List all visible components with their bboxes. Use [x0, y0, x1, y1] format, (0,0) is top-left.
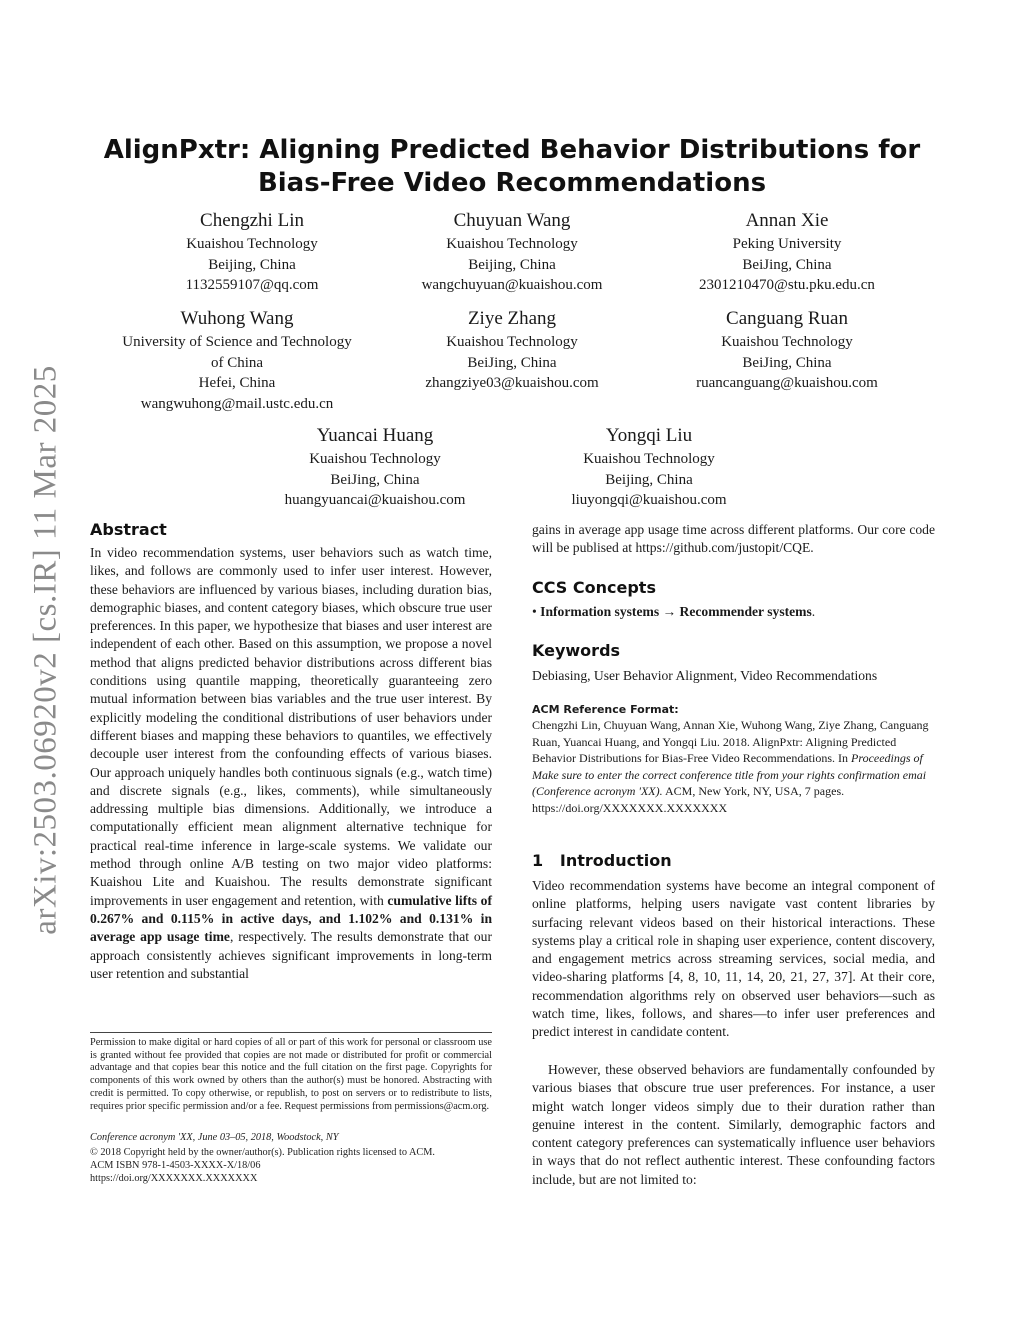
author-affiliation: Kuaishou Technology [309, 451, 441, 467]
author-email[interactable]: wangwuhong@mail.ustc.edu.cn [140, 395, 334, 412]
author-affiliation: Kuaishou Technology [446, 236, 578, 252]
footnote-rule [90, 1032, 492, 1033]
author-name: Wuhong Wang [180, 308, 294, 329]
author-affiliation: of China [210, 354, 264, 371]
author-block [652, 307, 922, 394]
author-block [382, 209, 642, 296]
ccs-item-left: Information systems [540, 604, 660, 619]
author-affiliation: Kuaishou Technology [583, 451, 715, 467]
title-line-2: Bias-Free Video Recommendations [257, 168, 767, 198]
keywords-heading: Keywords [532, 641, 621, 660]
author-affiliation: Kuaishou Technology [446, 334, 578, 350]
paper-title [100, 134, 924, 200]
author-name: Annan Xie [745, 210, 829, 231]
author-block [382, 307, 642, 394]
abstract-text: In video recommendation systems, user behaviors such as watch time, likes, and follows are commonly used to infer user interest. However, these behaviors are influenced by various biases, including duration bias, demographic biases, and content category biases, which obscure true user preferences. In this paper, we hypothesize that biases and user interest are independent of each other. Based on this assumption, we propose a novel method that aligns predicted behavior distributions across different bias conditions using quantile mapping, theoretically guaranteeing zero mutual information between bias variables and the true user interest. By explicitly modeling the conditional distributions of user behaviors under different biases and mapping these behaviors to quantiles, we effectively decouple user interest from the confounding effects of various biases. Our approach uniquely handles both continuous signals (e.g., watch time) and discrete signals (e.g., likes, comments), while simultaneously addressing multiple bias dimensions. Additionally, we introduce a computationally efficient mean alignment alternative technique for practical real-time inference in large-scale systems. We validate our method through online A/B testing on two major video platforms: Kuaishou Lite and Kuaishou. The results demonstrate significant improvements in user engagement and retention, with [90, 545, 492, 908]
author-affiliation: Kuaishou Technology [721, 334, 853, 350]
ccs-concepts [532, 603, 935, 621]
abstract-continuation: gains in average app usage time across different platforms. Our core code will be publised at https://github.com/justopit/CQE. [532, 522, 935, 556]
author-location: BeiJing, China [330, 471, 420, 488]
author-location: BeiJing, China [467, 354, 557, 371]
ccs-arrow: → [662, 604, 677, 619]
introduction-number: 1 [532, 851, 544, 870]
acm-reference-heading: ACM Reference Format: [532, 703, 679, 716]
ccs-bullet: • [532, 604, 537, 619]
ccs-heading: CCS Concepts [532, 578, 656, 597]
author-name: Chengzhi Lin [200, 210, 304, 231]
author-affiliation: University of Science and Technology [122, 334, 352, 350]
arxiv-identifier-text: arXiv:2503.06920v2 [cs.IR] 11 Mar 2025 [27, 365, 64, 935]
acm-reference-publisher: ACM, New York, NY, USA, 7 pages. https://doi.org/XXXXXXX.XXXXXXX [532, 784, 845, 815]
introduction-heading [532, 851, 672, 870]
author-location: Beijing, China [605, 471, 693, 488]
doi-link[interactable]: https://doi.org/XXXXXXX.XXXXXXX [90, 1173, 258, 1184]
abstract-results-bold: cumulative lifts of 0.267% and 0.115% in active days, and 1.102% and 0.131% in average app usage time [90, 892, 492, 945]
author-email[interactable]: ruancanguang@kuaishou.com [696, 375, 878, 391]
keywords-text: Debiasing, User Behavior Alignment, Video Recommendations [532, 668, 878, 683]
author-block [112, 209, 392, 296]
author-location: BeiJing, China [742, 354, 832, 371]
author-email[interactable]: wangchuyuan@kuaishou.com [421, 277, 603, 293]
introduction-paragraph-2 [532, 1061, 935, 1189]
abstract-heading: Abstract [90, 520, 167, 539]
author-name: Canguang Ruan [726, 308, 848, 329]
author-name: Chuyuan Wang [453, 210, 571, 231]
conference-text: Conference acronym 'XX, June 03–05, 2018, Woodstock, NY [90, 1132, 339, 1143]
introduction-paragraph-1: Video recommendation systems have become an integral component of online platforms, helping users navigate vast content libraries by surfacing relevant videos based on their historical interactions. These systems play a critical role in shaping user experience, content discovery, and engagement metrics across streaming services, social media, and video-sharing platforms [4, 8, 10, 11, 14, 20, 21, 27, 37]. At their core, recommendation algorithms rely on observed user behaviors—such as watch time, likes, follows, and shares—to infer user preferences and predict interest in candidate content. [532, 878, 935, 1040]
author-location: Beijing, China [468, 256, 556, 273]
abstract-body [90, 544, 492, 983]
abstract-text-end: , respectively. The results demonstrate that our approach consistently achieves significant improvements in long-term user retention and substantial [90, 929, 493, 981]
conference-info [90, 1132, 492, 1145]
title-line-1: AlignPxtr: Aligning Predicted Behavior Distributions for [103, 135, 921, 165]
acm-reference-proceedings: Proceedings of Make sure to enter the correct conference title from your rights confirmation emai (Conference acronym 'XX). [532, 751, 927, 798]
author-email[interactable]: 1132559107@qq.com [185, 277, 319, 293]
author-affiliation: Peking University [732, 236, 842, 252]
author-email[interactable]: huangyuancai@kuaishou.com [284, 492, 466, 508]
introduction-paragraph-2-text: However, these observed behaviors are fundamentally confounded by various biases that obscure true user preferences. For instance, a user might watch longer videos simply due to their duration rather than genuine interest in the content. Similarly, demographic factors and content category preferences can systematically influence user behaviors in ways that do not reflect authentic interest. These confounding factors include, but are not limited to: [532, 1062, 935, 1187]
author-location: Beijing, China [208, 256, 296, 273]
author-email[interactable]: zhangziye03@kuaishou.com [425, 375, 599, 391]
author-location: BeiJing, China [742, 256, 832, 273]
author-email[interactable]: liuyongqi@kuaishou.com [571, 492, 727, 508]
isbn: ACM ISBN 978-1-4503-XXXX-X/18/06 [90, 1160, 261, 1171]
permission-notice: Permission to make digital or hard copies of all or part of this work for personal or classroom use is granted without fee provided that copies are not made or distributed for profit or commercial advantage and that copies bear this notice and the full citation on the first page. Copyrights for components of this work owned by others than the author(s) must be honored. Abstracting with credit is permitted. To copy otherwise, or republish, to post on servers or to redistribute to lists, requires prior specific permission and/or a fee. Request permissions from permissions@acm.org. [90, 1037, 492, 1112]
author-email[interactable]: 2301210470@stu.pku.edu.cn [699, 277, 875, 293]
author-name: Ziye Zhang [467, 308, 557, 329]
introduction-title: Introduction [559, 851, 672, 870]
author-block [652, 209, 922, 296]
author-block [97, 307, 377, 414]
ccs-item-right: Recommender systems [679, 604, 812, 619]
author-block [519, 424, 779, 511]
author-affiliation: Kuaishou Technology [186, 236, 318, 252]
author-location: Hefei, China [198, 375, 276, 391]
copyright-notice: © 2018 Copyright held by the owner/author(s). Publication rights licensed to ACM. [90, 1147, 436, 1158]
ccs-period: . [811, 604, 816, 619]
acm-reference-body [532, 717, 935, 816]
acm-reference-text: Chengzhi Lin, Chuyuan Wang, Annan Xie, Wuhong Wang, Ziye Zhang, Canguang Ruan, Yuancai Huang, and Yongqi Liu. 2018. AlignPxtr: Aligning Predicted Behavior Distributions for Bias-Free Video Recommendations. In [532, 718, 929, 765]
author-block [245, 424, 505, 511]
author-name: Yuancai Huang [316, 425, 434, 446]
author-name: Yongqi Liu [605, 425, 693, 446]
